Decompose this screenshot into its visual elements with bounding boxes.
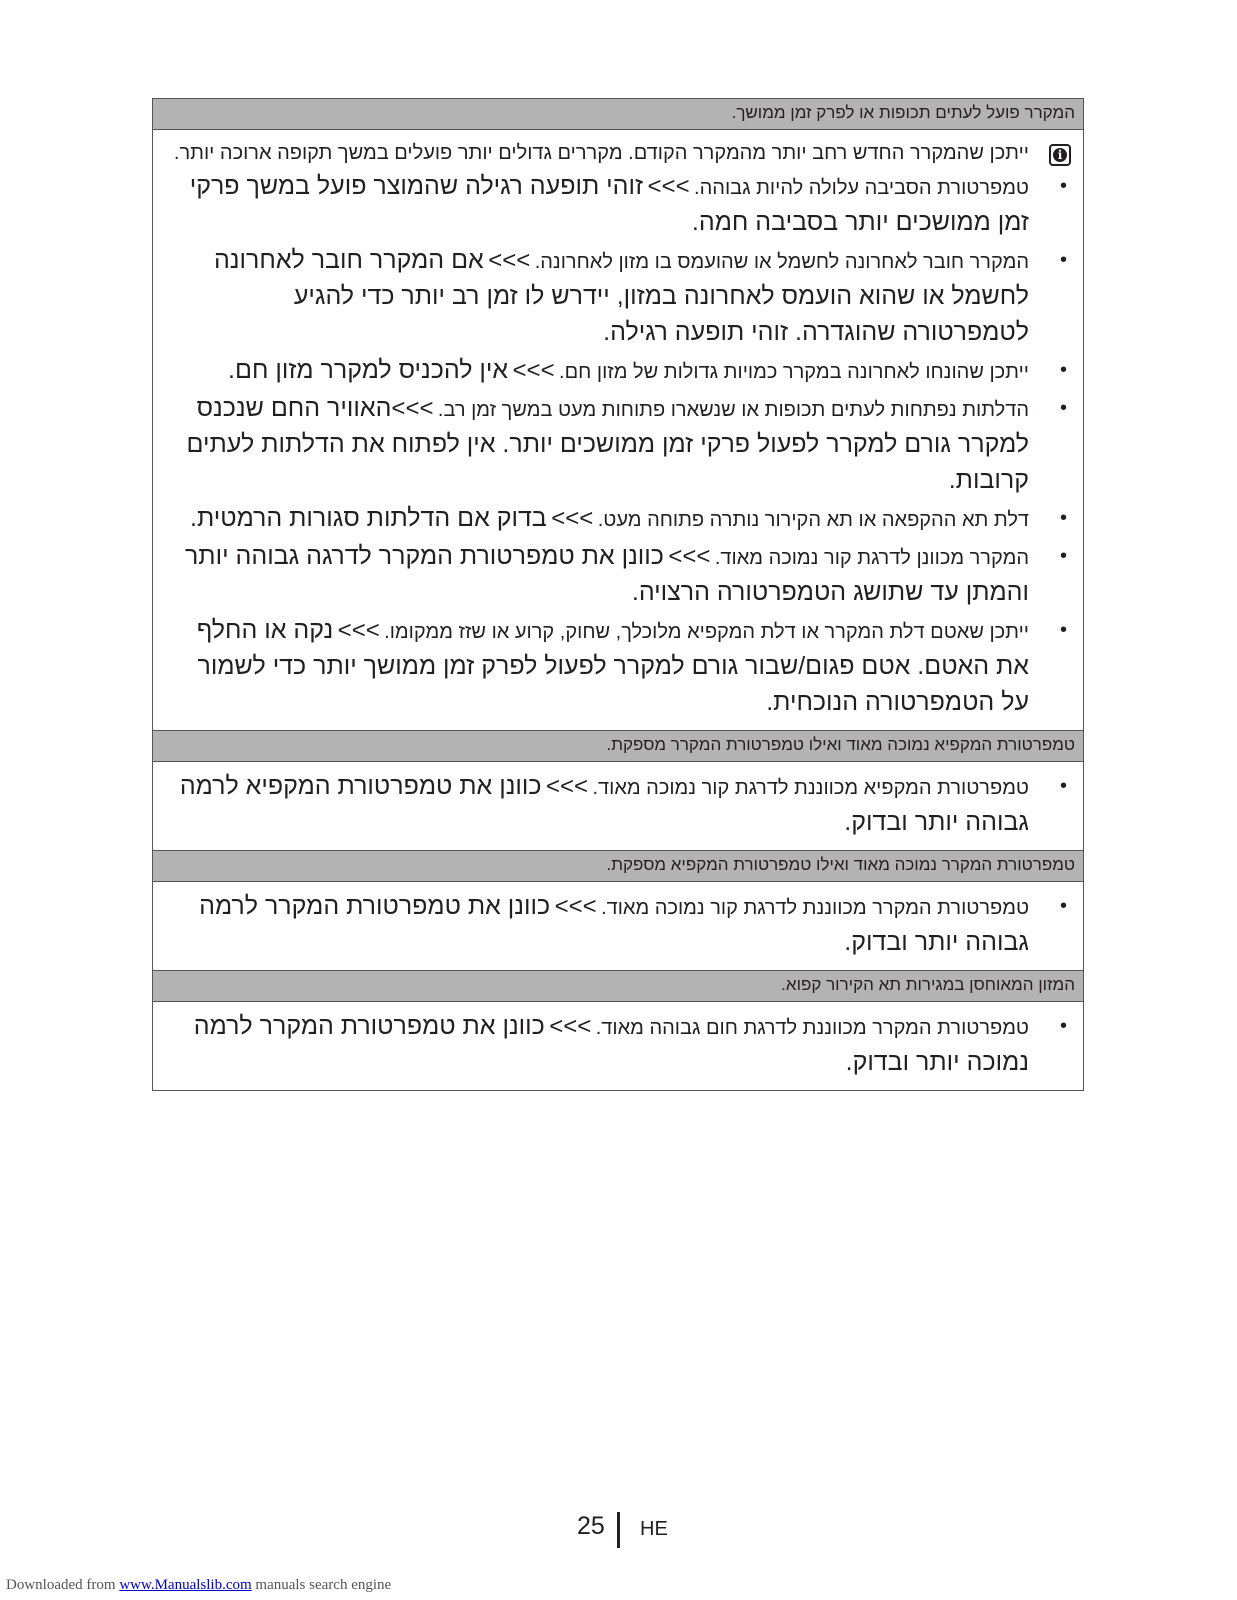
item-separator: >>> bbox=[551, 505, 594, 532]
item-cause: הדלתות נפתחות לעתים תכופות או שנשארו פתוחות מעט במשך זמן רב. bbox=[437, 399, 1029, 421]
bullet-icon: • bbox=[1059, 507, 1067, 529]
list-item bbox=[163, 1010, 1067, 1082]
info-icon: i bbox=[1049, 144, 1071, 166]
item-separator: >>> bbox=[549, 1013, 592, 1040]
item-cause: ייתכן שאטם דלת המקרר או דלת המקפיא מלוכלך, שחוק, קרוע או שזז ממקומו. bbox=[384, 621, 1029, 643]
item-cause: דלת תא ההקפאה או תא הקירור נותרה פתוחה מעט. bbox=[597, 509, 1029, 531]
item-cause: טמפרטורת המקרר מכווננת לדרגת חום גבוהה מאוד. bbox=[595, 1017, 1029, 1039]
item-separator: >>> bbox=[554, 893, 597, 920]
section-header: המזון המאוחסן במגירות תא הקירור קפוא. bbox=[153, 971, 1083, 1002]
section-body bbox=[153, 1002, 1083, 1090]
item-separator: >>> bbox=[512, 357, 555, 384]
manualslib-link[interactable]: www.Manualslib.com bbox=[119, 1577, 252, 1593]
item-solution: כוונן את טמפרטורת המקרר לרמה גבוהה יותר ובדוק. bbox=[199, 892, 1029, 956]
item-cause: ייתכן שהונחו לאחרונה במקרר כמויות גדולות של מזון חם. bbox=[559, 361, 1029, 383]
list-item bbox=[163, 770, 1067, 842]
bullet-icon: • bbox=[1059, 619, 1067, 641]
list-item bbox=[163, 890, 1067, 962]
bullet-icon: • bbox=[1059, 359, 1067, 381]
item-list bbox=[163, 890, 1067, 962]
item-separator: >>> bbox=[545, 773, 589, 800]
list-item bbox=[163, 354, 1067, 390]
item-solution: כוונן את טמפרטורת המקרר לדרגה גבוהה יותר והמתן עד שתושג הטמפרטורה הרצויה. bbox=[184, 542, 1029, 606]
bullet-icon: • bbox=[1059, 175, 1067, 197]
info-note-text: ייתכן שהמקרר החדש רחב יותר מהמקרר הקודם. מקררים גדולים יותר פועלים במשך תקופה ארוכה יותר. bbox=[173, 142, 1029, 164]
footer-prefix: Downloaded from bbox=[6, 1577, 120, 1593]
section-header: טמפרטורת המקרר נמוכה מאוד ואילו טמפרטורת המקפיא מספקת. bbox=[153, 851, 1083, 882]
item-list bbox=[163, 170, 1067, 722]
list-item bbox=[163, 170, 1067, 242]
bullet-icon: • bbox=[1059, 545, 1067, 567]
list-item bbox=[163, 540, 1067, 612]
section-header: המקרר פועל לעתים תכופות או לפרק זמן ממושך. bbox=[153, 99, 1083, 130]
item-solution: אם המקרר חובר לאחרונה לחשמל או שהוא הועמס לאחרונה במזון, יידרש לו זמן רב יותר כדי להגיע לטמפרטורה שהוגדרה. זוהי תופעה רגילה. bbox=[213, 246, 1029, 346]
bullet-icon: • bbox=[1059, 895, 1067, 917]
item-solution: נקה או החלף את האטם. אטם פגום/שבור גורם למקרר לפעול לפרק זמן ממושך יותר כדי לשמור על הטמפרטורה הנוכחית. bbox=[196, 616, 1029, 716]
item-cause: טמפרטורת הסביבה עלולה להיות גבוהה. bbox=[694, 177, 1029, 199]
item-solution: כוונן את טמפרטורת המקפיא לרמה גבוהה יותר ובדוק. bbox=[179, 772, 1029, 836]
item-separator: >>> bbox=[647, 173, 690, 200]
list-item bbox=[163, 392, 1067, 500]
section-body bbox=[153, 762, 1083, 851]
language-code: HE bbox=[640, 1518, 668, 1540]
bullet-icon: • bbox=[1059, 397, 1067, 419]
list-item bbox=[163, 502, 1067, 538]
bullet-icon: • bbox=[1059, 1015, 1067, 1037]
item-solution: זוהי תופעה רגילה שהמוצר פועל במשך פרקי זמן ממושכים יותר בסביבה חמה. bbox=[189, 172, 1029, 236]
item-cause: המקרר מכוונן לדרגת קור נמוכה מאוד. bbox=[714, 547, 1029, 569]
section-body bbox=[153, 130, 1083, 731]
item-separator: >>> bbox=[668, 543, 711, 570]
page-number: 25 bbox=[577, 1512, 605, 1540]
item-separator: >>> bbox=[337, 617, 380, 644]
list-item bbox=[163, 614, 1067, 722]
item-list bbox=[163, 1010, 1067, 1082]
item-solution: כוונן את טמפרטורת המקרר לרמה נמוכה יותר ובדוק. bbox=[193, 1012, 1029, 1076]
download-footer bbox=[6, 1577, 391, 1594]
bullet-icon: • bbox=[1059, 249, 1067, 271]
item-solution: האוויר החם שנכנס למקרר גורם למקרר לפעול פרקי זמן ממושכים יותר. אין לפתוח את הדלתות לעתים קרובות. bbox=[186, 394, 1029, 494]
bullet-icon: • bbox=[1059, 775, 1067, 797]
troubleshooting-table bbox=[152, 98, 1084, 1091]
item-solution: בדוק אם הדלתות סגורות הרמטית. bbox=[190, 504, 547, 532]
list-item bbox=[163, 244, 1067, 352]
item-cause: המקרר חובר לאחרונה לחשמל או שהועמס בו מזון לאחרונה. bbox=[534, 251, 1029, 273]
footer-suffix: manuals search engine bbox=[251, 1577, 392, 1593]
item-cause: טמפרטורת המקרר מכווננת לדרגת קור נמוכה מאוד. bbox=[601, 897, 1029, 919]
section-body bbox=[153, 882, 1083, 971]
item-separator: >>> bbox=[391, 395, 434, 422]
item-separator: >>> bbox=[488, 247, 531, 274]
page-divider bbox=[617, 1512, 620, 1548]
item-list bbox=[163, 770, 1067, 842]
item-solution: אין להכניס למקרר מזון חם. bbox=[228, 356, 509, 384]
item-cause: טמפרטורת המקפיא מכווננת לדרגת קור נמוכה מאוד. bbox=[592, 777, 1029, 799]
section-header: טמפרטורת המקפיא נמוכה מאוד ואילו טמפרטורת המקרר מספקת. bbox=[153, 731, 1083, 762]
info-note bbox=[163, 138, 1083, 168]
